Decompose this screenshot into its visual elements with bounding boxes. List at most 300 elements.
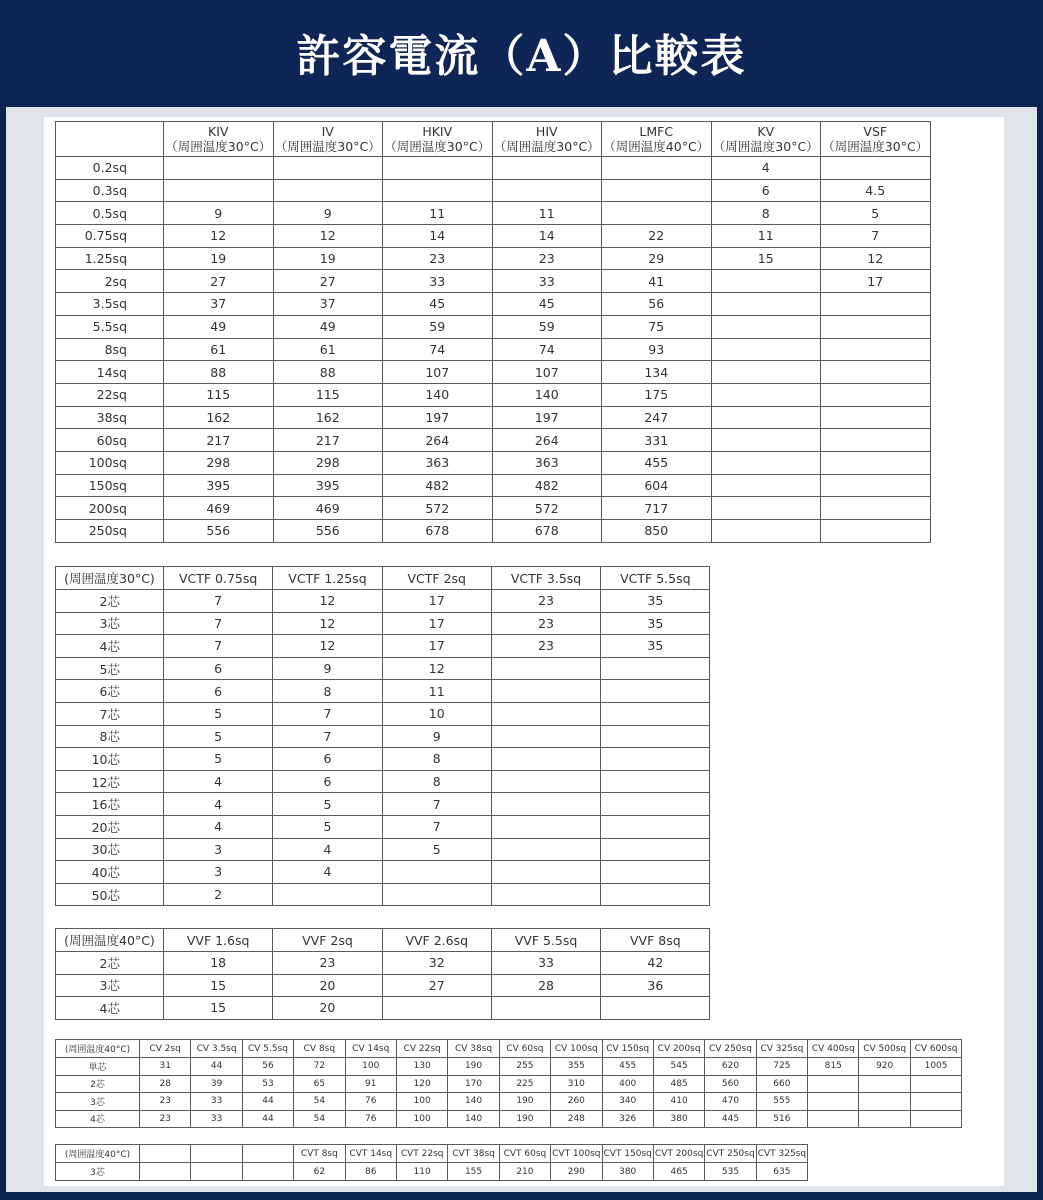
table-row xyxy=(56,157,931,180)
value-cell xyxy=(821,338,931,361)
row-label: 200sq xyxy=(56,497,164,520)
value-cell: 33 xyxy=(491,952,600,975)
value-cell: 162 xyxy=(164,406,274,429)
value-cell xyxy=(382,861,491,884)
value-cell: 140 xyxy=(448,1093,499,1111)
column-header: CV 250sq xyxy=(705,1040,756,1058)
value-cell xyxy=(601,883,710,906)
column-header: VVF 1.6sq xyxy=(164,929,273,952)
value-cell: 8 xyxy=(382,770,491,793)
value-cell xyxy=(140,1163,191,1181)
value-cell: 298 xyxy=(164,451,274,474)
value-cell: 635 xyxy=(756,1163,807,1181)
value-cell: 20 xyxy=(273,997,382,1020)
row-label: 6芯 xyxy=(56,680,164,703)
value-cell xyxy=(602,157,712,180)
value-cell: 59 xyxy=(383,315,493,338)
value-cell xyxy=(164,157,274,180)
content-area xyxy=(6,107,1037,1192)
value-cell xyxy=(711,406,821,429)
row-label: 8sq xyxy=(56,338,164,361)
value-cell xyxy=(821,383,931,406)
value-cell: 130 xyxy=(396,1058,447,1076)
column-header-condition: （周囲温度30°C） xyxy=(822,139,929,154)
value-cell: 260 xyxy=(551,1093,602,1111)
column-header: CVT 8sq xyxy=(294,1145,345,1163)
value-cell: 920 xyxy=(859,1058,910,1076)
value-cell: 62 xyxy=(294,1163,345,1181)
value-cell xyxy=(491,997,600,1020)
value-cell xyxy=(491,702,600,725)
value-cell: 6 xyxy=(273,748,382,771)
table-row xyxy=(56,1163,808,1181)
value-cell: 107 xyxy=(383,361,493,384)
value-cell: 29 xyxy=(602,247,712,270)
value-cell: 76 xyxy=(345,1093,396,1111)
value-cell xyxy=(821,451,931,474)
value-cell: 516 xyxy=(756,1110,807,1128)
value-cell: 56 xyxy=(602,293,712,316)
row-label: 2sq xyxy=(56,270,164,293)
table-row xyxy=(56,815,710,838)
value-cell: 120 xyxy=(396,1075,447,1093)
column-header-condition: （周囲温度30°C） xyxy=(493,139,600,154)
value-cell xyxy=(821,315,931,338)
header-row xyxy=(56,567,710,590)
value-cell: 395 xyxy=(164,474,274,497)
value-cell: 28 xyxy=(140,1075,191,1093)
value-cell: 12 xyxy=(821,247,931,270)
row-label: 4芯 xyxy=(56,1110,140,1128)
value-cell: 7 xyxy=(164,612,273,635)
column-header: VCTF 3.5sq xyxy=(491,567,600,590)
value-cell: 5 xyxy=(273,793,382,816)
value-cell xyxy=(601,815,710,838)
column-header xyxy=(711,122,821,157)
value-cell xyxy=(711,361,821,384)
table-row xyxy=(56,974,710,997)
value-cell: 604 xyxy=(602,474,712,497)
column-header: CV 5.5sq xyxy=(242,1040,293,1058)
value-cell: 535 xyxy=(705,1163,756,1181)
value-cell xyxy=(601,861,710,884)
value-cell: 3 xyxy=(164,838,273,861)
row-label: 単芯 xyxy=(56,1058,140,1076)
value-cell: 465 xyxy=(653,1163,704,1181)
value-cell: 49 xyxy=(164,315,274,338)
value-cell: 556 xyxy=(164,520,274,543)
value-cell: 140 xyxy=(383,383,493,406)
value-cell: 555 xyxy=(756,1093,807,1111)
row-label: 16芯 xyxy=(56,793,164,816)
column-header: VCTF 0.75sq xyxy=(164,567,273,590)
value-cell: 107 xyxy=(492,361,602,384)
value-cell: 8 xyxy=(273,680,382,703)
value-cell xyxy=(491,680,600,703)
value-cell: 363 xyxy=(492,451,602,474)
value-cell: 7 xyxy=(382,793,491,816)
value-cell: 100 xyxy=(396,1110,447,1128)
column-header: VVF 5.5sq xyxy=(491,929,600,952)
row-label: 1.25sq xyxy=(56,247,164,270)
value-cell: 33 xyxy=(191,1093,242,1111)
value-cell xyxy=(711,270,821,293)
column-header xyxy=(383,122,493,157)
table-row xyxy=(56,838,710,861)
value-cell: 6 xyxy=(711,179,821,202)
value-cell: 61 xyxy=(273,338,383,361)
column-header-name: LMFC xyxy=(639,124,674,139)
value-cell xyxy=(711,383,821,406)
table-row xyxy=(56,770,710,793)
row-label: 50芯 xyxy=(56,883,164,906)
value-cell: 54 xyxy=(294,1110,345,1128)
column-header-name: VSF xyxy=(863,124,888,139)
value-cell: 140 xyxy=(448,1110,499,1128)
row-label: 38sq xyxy=(56,406,164,429)
value-cell: 15 xyxy=(164,974,273,997)
column-header: CVT 14sq xyxy=(345,1145,396,1163)
row-label: 5芯 xyxy=(56,657,164,680)
corner-cell: (周囲温度40°C) xyxy=(56,1040,140,1058)
row-label: 8芯 xyxy=(56,725,164,748)
value-cell: 660 xyxy=(756,1075,807,1093)
value-cell: 17 xyxy=(821,270,931,293)
value-cell: 620 xyxy=(705,1058,756,1076)
vvf-ampacity-table xyxy=(55,928,710,1020)
cv-ampacity-table xyxy=(55,1039,962,1128)
value-cell: 469 xyxy=(273,497,383,520)
value-cell: 4 xyxy=(273,838,382,861)
value-cell: 380 xyxy=(653,1110,704,1128)
column-header: CVT 60sq xyxy=(499,1145,550,1163)
value-cell: 725 xyxy=(756,1058,807,1076)
column-header xyxy=(191,1145,242,1163)
value-cell: 20 xyxy=(273,974,382,997)
header-banner xyxy=(0,0,1043,104)
value-cell: 5 xyxy=(164,702,273,725)
column-header: CV 2sq xyxy=(140,1040,191,1058)
value-cell: 88 xyxy=(273,361,383,384)
value-cell: 9 xyxy=(273,657,382,680)
value-cell: 17 xyxy=(382,590,491,613)
row-label: 20芯 xyxy=(56,815,164,838)
value-cell xyxy=(491,725,600,748)
column-header: CVT 100sq xyxy=(551,1145,602,1163)
column-header xyxy=(821,122,931,157)
value-cell: 310 xyxy=(551,1075,602,1093)
row-label: 14sq xyxy=(56,361,164,384)
row-label: 2芯 xyxy=(56,952,164,975)
value-cell: 19 xyxy=(164,247,274,270)
value-cell: 1005 xyxy=(910,1058,961,1076)
value-cell: 54 xyxy=(294,1093,345,1111)
value-cell: 18 xyxy=(164,952,273,975)
value-cell xyxy=(601,770,710,793)
value-cell: 100 xyxy=(345,1058,396,1076)
value-cell: 134 xyxy=(602,361,712,384)
value-cell xyxy=(601,748,710,771)
column-header: CV 400sq xyxy=(808,1040,859,1058)
value-cell xyxy=(602,179,712,202)
row-label: 5.5sq xyxy=(56,315,164,338)
value-cell: 5 xyxy=(382,838,491,861)
value-cell xyxy=(821,497,931,520)
column-header xyxy=(140,1145,191,1163)
column-header xyxy=(242,1145,293,1163)
value-cell: 45 xyxy=(492,293,602,316)
column-header-condition: （周囲温度30°C） xyxy=(165,139,272,154)
value-cell: 11 xyxy=(383,202,493,225)
row-label: 22sq xyxy=(56,383,164,406)
row-label: 40芯 xyxy=(56,861,164,884)
value-cell: 9 xyxy=(273,202,383,225)
value-cell: 264 xyxy=(492,429,602,452)
table-row xyxy=(56,293,931,316)
row-label: 150sq xyxy=(56,474,164,497)
column-header: CVT 325sq xyxy=(756,1145,807,1163)
value-cell: 4 xyxy=(273,861,382,884)
value-cell xyxy=(711,497,821,520)
row-label: 0.5sq xyxy=(56,202,164,225)
table-row xyxy=(56,680,710,703)
value-cell: 5 xyxy=(164,725,273,748)
column-header: CV 100sq xyxy=(551,1040,602,1058)
row-label: 30芯 xyxy=(56,838,164,861)
value-cell xyxy=(910,1093,961,1111)
value-cell: 290 xyxy=(551,1163,602,1181)
value-cell: 469 xyxy=(164,497,274,520)
value-cell xyxy=(821,293,931,316)
value-cell xyxy=(242,1163,293,1181)
value-cell: 355 xyxy=(551,1058,602,1076)
column-header: VCTF 5.5sq xyxy=(601,567,710,590)
value-cell: 28 xyxy=(491,974,600,997)
table-row xyxy=(56,1075,962,1093)
value-cell: 331 xyxy=(602,429,712,452)
value-cell: 340 xyxy=(602,1093,653,1111)
table-row xyxy=(56,793,710,816)
column-header xyxy=(492,122,602,157)
table-row xyxy=(56,179,931,202)
value-cell: 12 xyxy=(164,225,274,248)
value-cell: 4 xyxy=(711,157,821,180)
column-header: CV 60sq xyxy=(499,1040,550,1058)
value-cell xyxy=(808,1075,859,1093)
value-cell: 72 xyxy=(294,1058,345,1076)
value-cell xyxy=(808,1110,859,1128)
value-cell: 12 xyxy=(273,590,382,613)
value-cell xyxy=(491,838,600,861)
row-label: 2芯 xyxy=(56,590,164,613)
value-cell: 572 xyxy=(492,497,602,520)
value-cell: 36 xyxy=(601,974,710,997)
value-cell xyxy=(711,338,821,361)
value-cell xyxy=(711,451,821,474)
value-cell: 12 xyxy=(273,635,382,658)
table-row xyxy=(56,225,931,248)
page-title: 許容電流（A）比較表 xyxy=(296,31,747,82)
column-header: CV 600sq xyxy=(910,1040,961,1058)
value-cell xyxy=(191,1163,242,1181)
value-cell xyxy=(601,997,710,1020)
value-cell: 17 xyxy=(382,612,491,635)
value-cell: 15 xyxy=(164,997,273,1020)
value-cell: 4 xyxy=(164,793,273,816)
table-row xyxy=(56,1058,962,1076)
corner-cell: (周囲温度30°C) xyxy=(56,567,164,590)
value-cell xyxy=(492,157,602,180)
table-row xyxy=(56,383,931,406)
column-header-condition: （周囲温度40°C） xyxy=(603,139,710,154)
value-cell: 7 xyxy=(164,590,273,613)
value-cell: 27 xyxy=(273,270,383,293)
value-cell: 400 xyxy=(602,1075,653,1093)
value-cell: 37 xyxy=(164,293,274,316)
value-cell: 75 xyxy=(602,315,712,338)
value-cell: 59 xyxy=(492,315,602,338)
value-cell: 23 xyxy=(140,1110,191,1128)
vctf-ampacity-table xyxy=(55,566,710,906)
value-cell: 23 xyxy=(491,590,600,613)
table-row xyxy=(56,1110,962,1128)
value-cell: 5 xyxy=(164,748,273,771)
value-cell: 155 xyxy=(448,1163,499,1181)
value-cell: 6 xyxy=(273,770,382,793)
value-cell: 225 xyxy=(499,1075,550,1093)
row-label: 100sq xyxy=(56,451,164,474)
value-cell: 9 xyxy=(382,725,491,748)
row-label: 3芯 xyxy=(56,1163,140,1181)
header-row xyxy=(56,122,931,157)
value-cell: 7 xyxy=(821,225,931,248)
value-cell xyxy=(601,680,710,703)
corner-cell xyxy=(56,122,164,157)
value-cell: 12 xyxy=(382,657,491,680)
value-cell: 74 xyxy=(383,338,493,361)
value-cell xyxy=(273,179,383,202)
value-cell: 12 xyxy=(273,612,382,635)
value-cell: 19 xyxy=(273,247,383,270)
value-cell: 11 xyxy=(492,202,602,225)
value-cell xyxy=(491,883,600,906)
value-cell: 4.5 xyxy=(821,179,931,202)
value-cell: 76 xyxy=(345,1110,396,1128)
table-row xyxy=(56,361,931,384)
value-cell: 572 xyxy=(383,497,493,520)
value-cell xyxy=(383,179,493,202)
row-label: 3.5sq xyxy=(56,293,164,316)
value-cell: 49 xyxy=(273,315,383,338)
value-cell: 35 xyxy=(601,590,710,613)
value-cell: 170 xyxy=(448,1075,499,1093)
column-header-name: HIV xyxy=(535,124,558,139)
value-cell: 255 xyxy=(499,1058,550,1076)
column-header: CVT 250sq xyxy=(705,1145,756,1163)
row-label: 250sq xyxy=(56,520,164,543)
value-cell: 5 xyxy=(273,815,382,838)
value-cell: 86 xyxy=(345,1163,396,1181)
column-header: CV 38sq xyxy=(448,1040,499,1058)
value-cell: 8 xyxy=(382,748,491,771)
column-header: CV 200sq xyxy=(653,1040,704,1058)
value-cell: 140 xyxy=(492,383,602,406)
value-cell: 65 xyxy=(294,1075,345,1093)
value-cell: 455 xyxy=(602,1058,653,1076)
value-cell: 44 xyxy=(191,1058,242,1076)
value-cell xyxy=(491,793,600,816)
value-cell: 44 xyxy=(242,1110,293,1128)
table-row xyxy=(56,497,931,520)
table-row xyxy=(56,429,931,452)
row-label: 60sq xyxy=(56,429,164,452)
value-cell: 33 xyxy=(191,1110,242,1128)
cvt-ampacity-table xyxy=(55,1144,808,1181)
column-header: VVF 2sq xyxy=(273,929,382,952)
value-cell: 44 xyxy=(242,1093,293,1111)
header-row xyxy=(56,1145,808,1163)
column-header: CV 14sq xyxy=(345,1040,396,1058)
value-cell xyxy=(273,883,382,906)
value-cell: 35 xyxy=(601,612,710,635)
value-cell: 455 xyxy=(602,451,712,474)
row-label: 2芯 xyxy=(56,1075,140,1093)
value-cell: 9 xyxy=(164,202,274,225)
row-label: 12芯 xyxy=(56,770,164,793)
value-cell: 88 xyxy=(164,361,274,384)
value-cell: 61 xyxy=(164,338,274,361)
column-header: CV 8sq xyxy=(294,1040,345,1058)
value-cell: 27 xyxy=(164,270,274,293)
value-cell xyxy=(383,157,493,180)
value-cell xyxy=(821,406,931,429)
tables-sheet xyxy=(44,117,1004,1186)
value-cell xyxy=(382,883,491,906)
table-row xyxy=(56,520,931,543)
table-row xyxy=(56,612,710,635)
table-row xyxy=(56,406,931,429)
table-row xyxy=(56,474,931,497)
value-cell: 445 xyxy=(705,1110,756,1128)
value-cell: 35 xyxy=(601,635,710,658)
value-cell: 10 xyxy=(382,702,491,725)
value-cell xyxy=(711,315,821,338)
value-cell: 190 xyxy=(499,1093,550,1111)
column-header: CV 500sq xyxy=(859,1040,910,1058)
value-cell: 264 xyxy=(383,429,493,452)
wire-ampacity-table xyxy=(55,121,931,543)
value-cell xyxy=(491,657,600,680)
value-cell: 39 xyxy=(191,1075,242,1093)
row-label: 3芯 xyxy=(56,612,164,635)
value-cell: 15 xyxy=(711,247,821,270)
value-cell xyxy=(859,1110,910,1128)
value-cell xyxy=(601,657,710,680)
value-cell: 175 xyxy=(602,383,712,406)
value-cell xyxy=(601,725,710,748)
corner-cell: (周囲温度40°C) xyxy=(56,929,164,952)
value-cell: 8 xyxy=(711,202,821,225)
column-header xyxy=(273,122,383,157)
value-cell: 210 xyxy=(499,1163,550,1181)
value-cell: 41 xyxy=(602,270,712,293)
table-row xyxy=(56,202,931,225)
value-cell: 14 xyxy=(492,225,602,248)
value-cell: 5 xyxy=(821,202,931,225)
value-cell xyxy=(382,997,491,1020)
value-cell: 53 xyxy=(242,1075,293,1093)
value-cell: 556 xyxy=(273,520,383,543)
